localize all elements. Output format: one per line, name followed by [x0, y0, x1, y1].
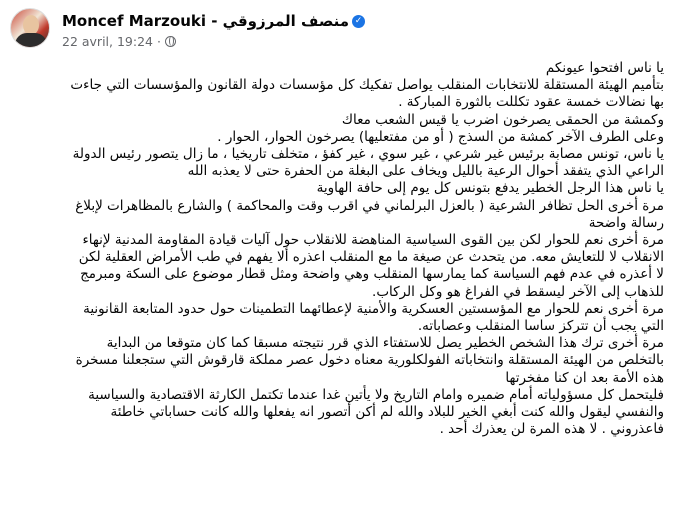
post-line: مرة أخرى نعم للحوار مع المؤسستين العسكرية والأمنية لإعطائهما التطمينات حول حدود المتابعة القانونية	[83, 300, 664, 317]
post-line: بالتخلص من الهيئة المستقلة وانتخاباته الفولكلورية معناه دخول عصر مملكة قارقوش التي ستجعلنا مسخرة	[75, 352, 664, 369]
avatar-suit	[15, 33, 47, 48]
author-name-link[interactable]: Moncef Marzouki - منصف المرزوقي	[62, 12, 350, 30]
post-line: لا أعذره في عدم فهم السياسة كما يمارسها المنقلب وهي واضحة ومثل قطار موضوع على السكة ومبرمج	[80, 266, 664, 283]
post-line: مرة أخرى الحل تظافر الشرعية ( بالعزل البرلماني في اقرب وقت والمحاكمة ) والشارع بالمظاهرات لإبلاغ	[75, 197, 664, 214]
post-line: التي يجب أن تتركز ساسا المنقلب وعصاباته.	[417, 318, 664, 335]
post-line: الراعي الذي يتفقد أحوال الرعية بالليل ويخاف على البغلة من الحفرة حتى لا يعذبه الله	[187, 163, 664, 180]
post-timestamp[interactable]: 22 avril, 19:24	[62, 33, 153, 49]
post-line: وكمشة من الحمقى يصرخون اضرب يا قيس الشعب معاك	[341, 111, 664, 128]
post-header	[0, 0, 677, 56]
author-name-row	[62, 11, 369, 31]
post-line: هذه الأمة بعد ان كنا مفخرتها	[505, 369, 664, 386]
avatar-face	[23, 15, 39, 35]
globe-icon[interactable]	[165, 36, 176, 47]
post-line: الانقلاب لا للتعايش معه. من يتحدث عن صيغة ما مع المنقلب اعذره ألا يفهم في طب الأمراض العقلية لكن	[78, 249, 664, 266]
post-line: يا ناس، تونس مصابة برئيس غير شرعي ، غير سوي ، غير كفؤ ، متخلف تاريخيا ، ما زال يتصور رئيس الدولة	[72, 146, 664, 163]
author-avatar[interactable]	[10, 8, 50, 48]
post-line: مرة أخرى نعم للحوار لكن بين القوى السياسية المناهضة للانقلاب حول آليات قيادة المقاومة المدنية لإنهاء	[82, 232, 664, 249]
verified-badge-icon: ✓	[352, 15, 365, 28]
post-line: فاعذروني . لا هذه المرة لن يعذرك أحد .	[439, 421, 664, 438]
post-line: يا ناس هذا الرجل الخطير يدفع بتونس كل يوم إلى حافة الهاوية	[316, 180, 664, 197]
post-line: رسالة واضحة	[588, 214, 664, 231]
post-line: للذهاب إلى الآخر ليسقط في الفراغ هو وكل الركاب.	[372, 283, 664, 300]
post-line: وعلى الطرف الآخر كمشة من السذج ( أو من مفتعليها) يصرخون الحوار، الحوار .	[217, 128, 664, 145]
post-line: مرة أخرى ترك هذا الشخص الخطير يصل للاستفتاء الذي قرر نتيجته مسبقا كما كان متوقعا من البداية	[106, 335, 664, 352]
post-line: والنفسي ليقول والله كنت أبغي الخير للبلاد والله لم أكن أتصور انه يفعلها والله كانت حساباتي خاطئة	[110, 404, 664, 421]
meta-separator: ·	[157, 33, 161, 49]
post-line: بتأميم الهيئة المستقلة للانتخابات المنقلب يواصل تفكيك كل مؤسسات دولة القانون والمؤسسات التي جاءت	[70, 77, 664, 94]
post-line: يا ناس افتحوا عيونكم	[545, 60, 664, 76]
post-line: بها نضالات خمسة عقود تكللت بالثورة المباركة .	[398, 94, 664, 111]
post-text	[14, 60, 664, 438]
post-meta	[62, 33, 176, 49]
post-line: فليتحمل كل مسؤولياته أمام ضميره وامام التاريخ ولا يأتين غدا عندما تكتمل الكارثة الاقتصادية والسياسية	[88, 386, 664, 403]
